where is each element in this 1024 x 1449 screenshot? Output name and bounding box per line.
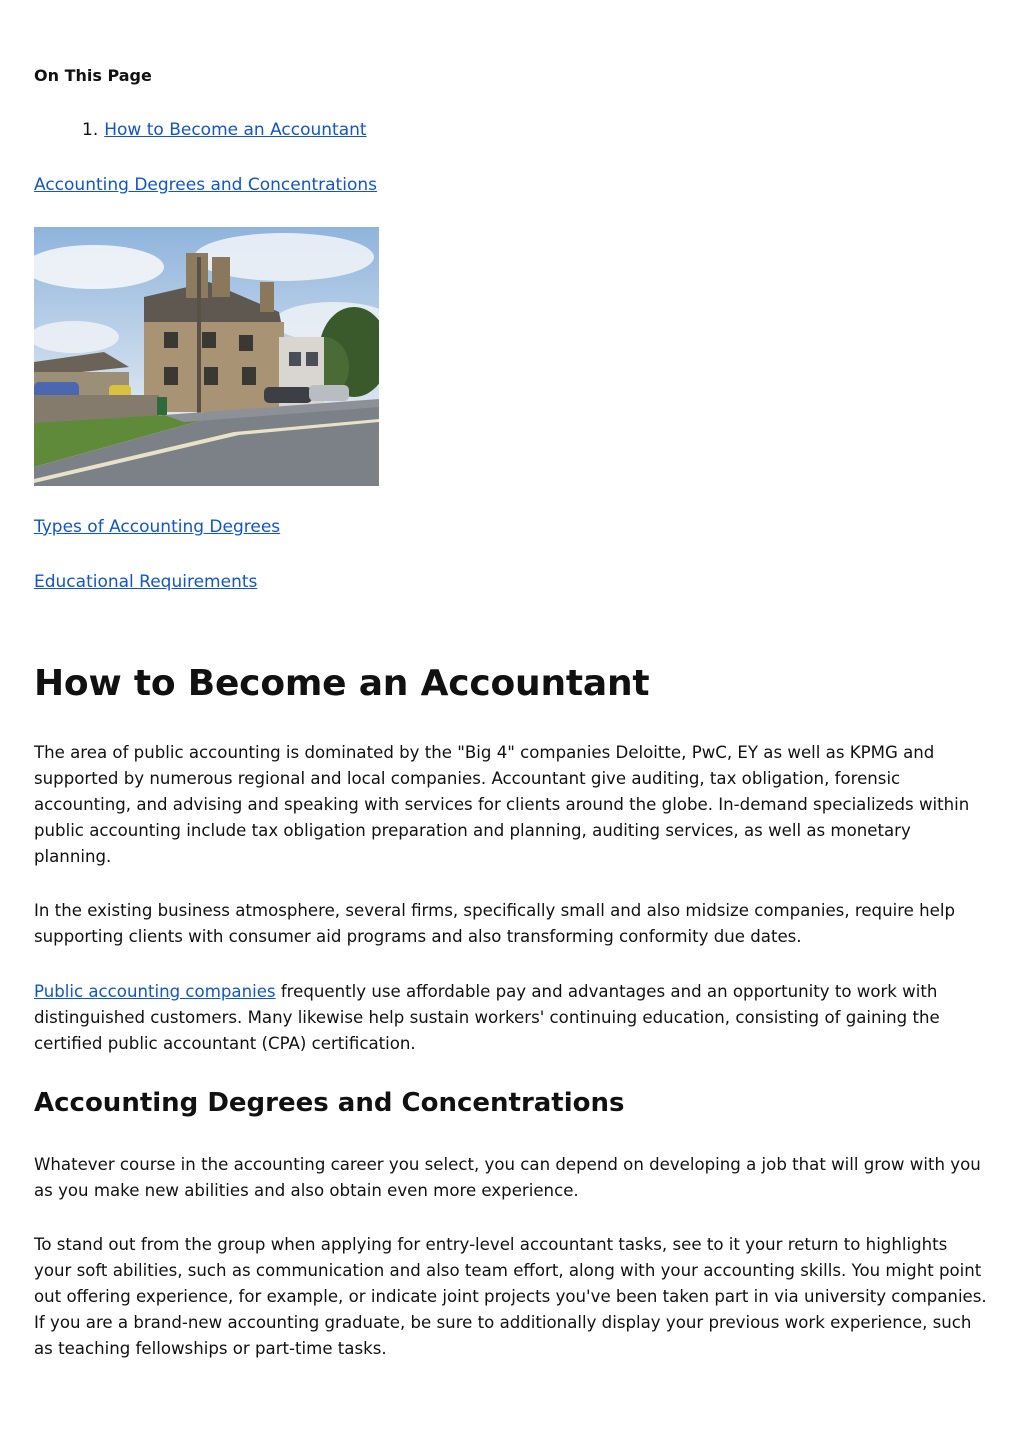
paragraph-business-atmosphere: In the existing business atmosphere, several firms, specifically small and also midsize companies, require help supporting clients with consumer aid programs and also transforming conformity due dates. — [34, 901, 956, 946]
paragraph-public-accounting — [34, 979, 989, 1057]
toc-list — [34, 120, 367, 140]
building-photo — [34, 227, 379, 486]
paragraph-stand-out: To stand out from the group when applying for entry-level accountant tasks, see to it your return to highlights your soft abilities, such as communication and also team effort, along with your accounting skills. You might point out offering experience, for example, or indicate joint projects you've been taken part in via university companies. If you are a brand-new accounting graduate, be sure to additionally display your previous work experience, such as teaching fellowships or part-time tasks. — [34, 1235, 987, 1358]
article-title: How to Become an Accountant — [34, 663, 650, 704]
public-accounting-companies-link[interactable]: Public accounting companies — [34, 982, 276, 1001]
toc-link-types-of-degrees[interactable]: Types of Accounting Degrees — [34, 517, 281, 537]
paragraph-intro: The area of public accounting is dominated by the "Big 4" companies Deloitte, PwC, EY as well as KPMG and supported by numerous regional and local companies. Accountant give auditing, tax obligation, forensic accounting, and advising and speaking with services for clients around the globe. In-demand specializeds within public accounting include tax obligation preparation and planning, auditing services, as well as monetary planning. — [34, 743, 970, 866]
toc-heading: On This Page — [34, 66, 152, 85]
toc-item — [82, 120, 367, 140]
toc-link-degrees-concentrations[interactable]: Accounting Degrees and Concentrations — [34, 175, 377, 195]
toc-link-how-to-become[interactable]: How to Become an Accountant — [104, 120, 367, 140]
paragraph-public-accounting-text: frequently use affordable pay and advantages and an opportunity to work with distinguished customers. Many likewise help sustain workers' continuing education, consisting of gaining the certified public accountant (CPA) certification. — [34, 982, 940, 1053]
section-title-degrees: Accounting Degrees and Concentrations — [34, 1088, 625, 1118]
toc-item-number: 1. — [82, 120, 99, 140]
paragraph-career-path: Whatever course in the accounting career you select, you can depend on developing a job that will grow with you as you make new abilities and also obtain even more experience. — [34, 1155, 981, 1200]
toc-link-educational-requirements[interactable]: Educational Requirements — [34, 572, 258, 592]
